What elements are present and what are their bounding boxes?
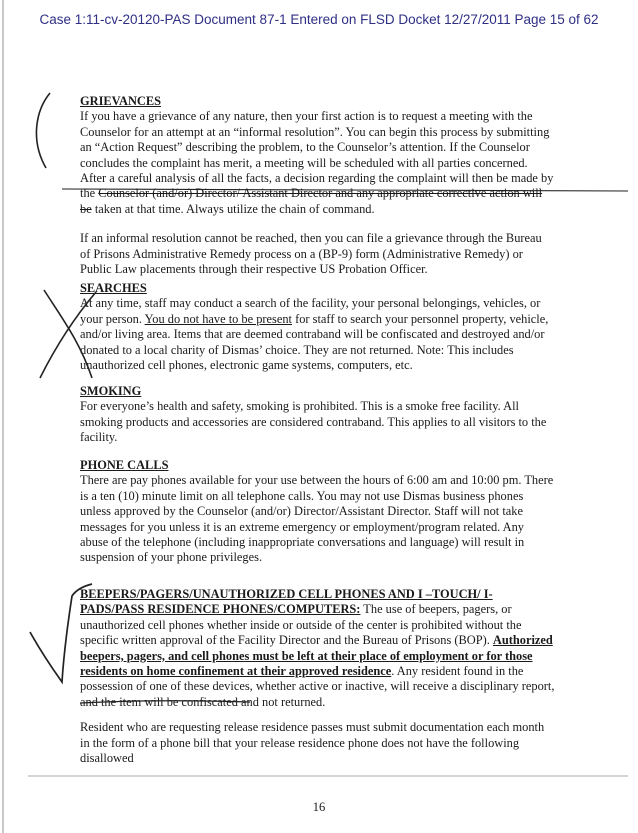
page-number: 16	[312, 800, 326, 814]
searches-heading: SEARCHES	[80, 281, 147, 295]
searches-underlined-text: You do not have to be present	[144, 311, 293, 326]
beepers-paragraph	[80, 587, 555, 710]
grievances-paragraph-2: If an informal resolution cannot be reached, then you can file a grievance through the Bureau of Prisons Administrative Remedy process on a (BP-9) form (Administrative Remedy) or Public Law placements through their respective US Probation Officer.	[80, 231, 542, 277]
beepers-bold-underlined-text: Authorized beepers, pagers, and cell phones must be left at their place of employment or for those residents on home confinement at their approved residence	[80, 633, 553, 679]
grievances-p1-end: taken at that time. Always utilize the chain of command.	[94, 201, 375, 216]
beepers-section	[80, 587, 555, 766]
grievances-p1-text: If you have a grievance of any nature, then your first action is to request a meeting with the Counselor for an attempt at an “informal resolution”. You can begin this process by submitting an “Action Request” describing the problem, to the Counselor’s attention. If the Counselor concludes the complaint has merit, a meeting will be scheduled with all parties concerned. After a careful analysis of all the facts, a decision regarding the complaint will then be made by the	[80, 109, 554, 201]
searches-section	[80, 281, 555, 373]
searches-text-a: At any time, staff may conduct a search of the facility, your personal belongings, vehicles, or your person.	[80, 296, 541, 326]
release-residence-paragraph: Resident who are requesting release residence passes must submit documentation each month in the form of a phone bill that your release residence phone does not have the following disallowed	[80, 720, 545, 766]
grievances-section	[80, 94, 555, 277]
smoking-section	[80, 384, 555, 446]
beepers-text-b: . Any resident found in the possession of one of these devices, whether active or inactive, will receive a disciplinary report, and the item will be confiscated and not returned.	[80, 664, 555, 709]
court-filing-header: Case 1:11-cv-20120-PAS Document 87-1 Entered on FLSD Docket 12/27/2011 Page 15 of 62	[39, 12, 599, 27]
grievances-p1-struck-line: Counselor (and/or) Director/ Assistant Director and any appropriate corrective action will be	[80, 186, 543, 216]
beepers-text-a: The use of beepers, pagers, or unauthorized cell phones whether inside or outside of the center is prohibited without the specific written approval of the Facility Director and the Bureau of Prisons (BOP).	[80, 602, 522, 648]
beepers-heading: BEEPERS/PAGERS/UNAUTHORIZED CELL PHONES AND I –TOUCH/ I-PADS/PASS RESIDENCE PHONES/COMPUTERS:	[80, 587, 493, 617]
grievances-heading: GRIEVANCES	[80, 94, 162, 108]
phone-calls-paragraph: There are pay phones available for your use between the hours of 6:00 am and 10:00 pm. There is a ten (10) minute limit on all telephone calls. You may not use Dismas business phones unless approved by the Counselor (and/or) Director/Assistant Director. Staff will not take messages for you unless it is an extreme emergency or employment/program related. Any abuse of the telephone (including inappropriate conversations and language) will result in suspension of your phone privileges.	[80, 473, 554, 565]
left-bracket-mark	[36, 93, 50, 168]
searches-paragraph	[80, 296, 555, 373]
phone-calls-heading: PHONE CALLS	[80, 458, 169, 472]
grievances-paragraph-1	[80, 109, 555, 217]
phone-calls-section	[80, 458, 555, 566]
smoking-paragraph: For everyone’s health and safety, smoking is prohibited. This is a smoke free facility. All smoking products and accessories are considered contraband. This applies to all visitors to the facility.	[80, 399, 547, 445]
smoking-heading: SMOKING	[80, 384, 142, 398]
searches-text-b: for staff to search your personnel property, vehicle, and/or living area. Items that are deemed contraband will be confiscated and destroyed and/or donated to a local charity of Dismas’ choice. They are not returned. Note: This includes unauthorized cell phones, electronic game systems, computers, etc.	[80, 311, 549, 373]
